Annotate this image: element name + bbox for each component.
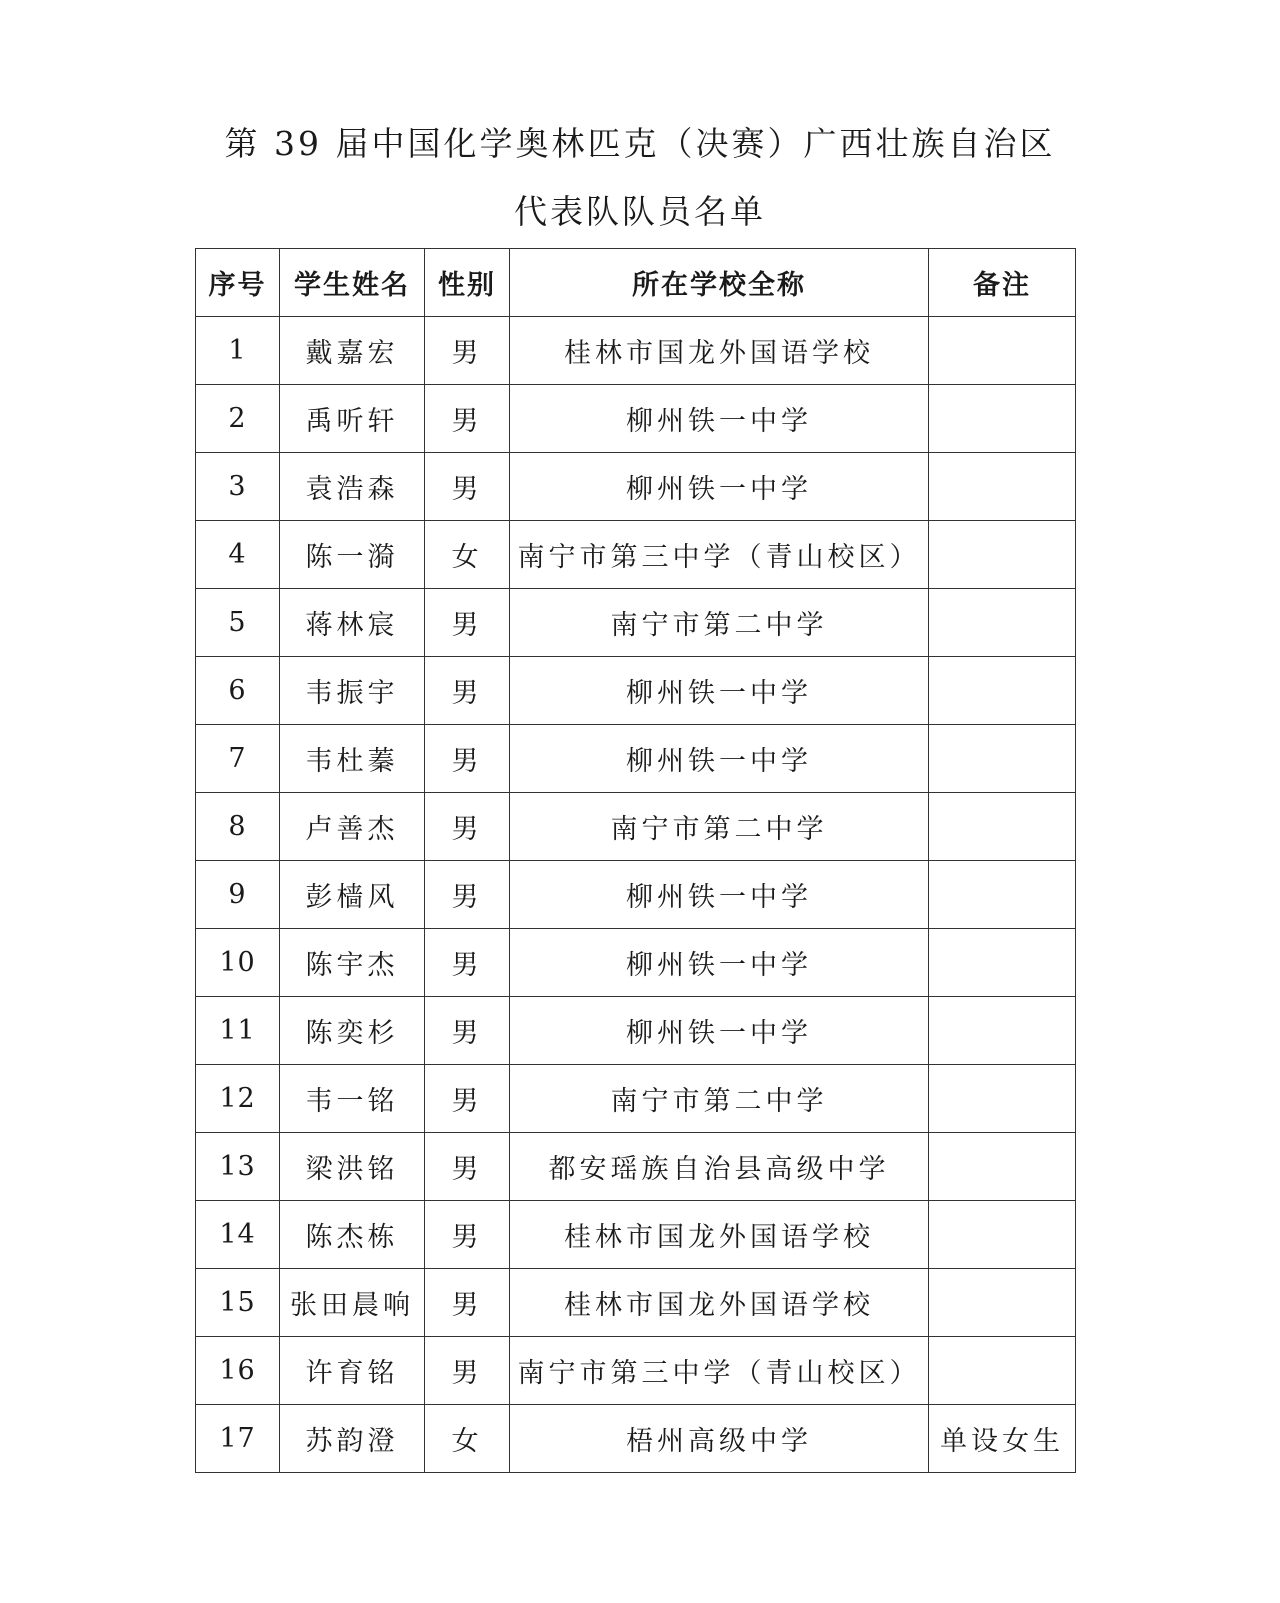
cell-school: 南宁市第二中学 [510, 589, 929, 657]
cell-note [929, 929, 1076, 997]
cell-note [929, 385, 1076, 453]
cell-gender: 男 [425, 589, 510, 657]
cell-index: 12 [196, 1065, 280, 1133]
cell-school: 柳州铁一中学 [510, 657, 929, 725]
cell-index: 9 [196, 861, 280, 929]
cell-school: 南宁市第二中学 [510, 793, 929, 861]
cell-index: 8 [196, 793, 280, 861]
cell-index: 15 [196, 1269, 280, 1337]
cell-gender: 男 [425, 1337, 510, 1405]
table-row [196, 793, 1076, 861]
roster-table [195, 248, 1076, 1473]
cell-school: 南宁市第三中学（青山校区） [510, 1337, 929, 1405]
table-row [196, 657, 1076, 725]
cell-name: 韦振宇 [280, 657, 425, 725]
table-row [196, 1201, 1076, 1269]
cell-name: 张田晨响 [280, 1269, 425, 1337]
cell-gender: 男 [425, 861, 510, 929]
cell-school: 都安瑶族自治县高级中学 [510, 1133, 929, 1201]
cell-school: 柳州铁一中学 [510, 929, 929, 997]
cell-name: 陈杰栋 [280, 1201, 425, 1269]
cell-name: 戴嘉宏 [280, 317, 425, 385]
cell-note [929, 1269, 1076, 1337]
table-row [196, 521, 1076, 589]
cell-index: 2 [196, 385, 280, 453]
table-row [196, 929, 1076, 997]
cell-name: 许育铭 [280, 1337, 425, 1405]
cell-gender: 男 [425, 453, 510, 521]
cell-index: 10 [196, 929, 280, 997]
cell-gender: 男 [425, 1201, 510, 1269]
cell-index: 14 [196, 1201, 280, 1269]
cell-school: 柳州铁一中学 [510, 725, 929, 793]
cell-gender: 男 [425, 793, 510, 861]
cell-school: 桂林市国龙外国语学校 [510, 1269, 929, 1337]
cell-gender: 男 [425, 657, 510, 725]
cell-name: 禹听轩 [280, 385, 425, 453]
cell-name: 陈宇杰 [280, 929, 425, 997]
cell-gender: 男 [425, 385, 510, 453]
cell-index: 5 [196, 589, 280, 657]
cell-index: 16 [196, 1337, 280, 1405]
table-row [196, 317, 1076, 385]
cell-gender: 男 [425, 1065, 510, 1133]
cell-note [929, 1201, 1076, 1269]
cell-name: 袁浩森 [280, 453, 425, 521]
header-note: 备注 [929, 249, 1076, 317]
cell-note [929, 657, 1076, 725]
header-name: 学生姓名 [280, 249, 425, 317]
cell-index: 6 [196, 657, 280, 725]
table-row [196, 453, 1076, 521]
table-header-row [196, 249, 1076, 317]
cell-gender: 男 [425, 997, 510, 1065]
cell-index: 3 [196, 453, 280, 521]
cell-gender: 男 [425, 725, 510, 793]
cell-school: 桂林市国龙外国语学校 [510, 317, 929, 385]
cell-school: 柳州铁一中学 [510, 997, 929, 1065]
cell-name: 陈一漪 [280, 521, 425, 589]
header-index: 序号 [196, 249, 280, 317]
cell-index: 1 [196, 317, 280, 385]
table-row [196, 1133, 1076, 1201]
cell-name: 韦一铭 [280, 1065, 425, 1133]
cell-note [929, 997, 1076, 1065]
cell-gender: 男 [425, 1133, 510, 1201]
cell-gender: 男 [425, 317, 510, 385]
cell-note [929, 453, 1076, 521]
cell-name: 卢善杰 [280, 793, 425, 861]
cell-note [929, 1337, 1076, 1405]
table-row [196, 861, 1076, 929]
cell-name: 蒋林宸 [280, 589, 425, 657]
cell-note [929, 521, 1076, 589]
table-row [196, 1269, 1076, 1337]
cell-gender: 男 [425, 1269, 510, 1337]
cell-index: 17 [196, 1405, 280, 1473]
cell-note [929, 861, 1076, 929]
table-row [196, 1065, 1076, 1133]
cell-school: 南宁市第三中学（青山校区） [510, 521, 929, 589]
cell-gender: 男 [425, 929, 510, 997]
cell-index: 11 [196, 997, 280, 1065]
cell-gender: 女 [425, 1405, 510, 1473]
cell-note [929, 317, 1076, 385]
cell-note [929, 725, 1076, 793]
cell-gender: 女 [425, 521, 510, 589]
cell-index: 4 [196, 521, 280, 589]
cell-index: 13 [196, 1133, 280, 1201]
document-title-line1: 第 39 届中国化学奥林匹克（决赛）广西壮族自治区 [224, 124, 1056, 163]
cell-name: 梁洪铭 [280, 1133, 425, 1201]
header-gender: 性别 [425, 249, 510, 317]
cell-index: 7 [196, 725, 280, 793]
cell-note: 单设女生 [929, 1405, 1076, 1473]
cell-school: 梧州高级中学 [510, 1405, 929, 1473]
table-row [196, 1405, 1076, 1473]
cell-note [929, 1065, 1076, 1133]
cell-note [929, 589, 1076, 657]
table-body [196, 317, 1076, 1473]
cell-note [929, 1133, 1076, 1201]
table-row [196, 725, 1076, 793]
header-school: 所在学校全称 [510, 249, 929, 317]
cell-note [929, 793, 1076, 861]
cell-name: 陈奕杉 [280, 997, 425, 1065]
table-row [196, 589, 1076, 657]
cell-name: 韦杜蓁 [280, 725, 425, 793]
cell-school: 柳州铁一中学 [510, 453, 929, 521]
cell-name: 苏韵澄 [280, 1405, 425, 1473]
cell-school: 柳州铁一中学 [510, 861, 929, 929]
document-title-line2: 代表队队员名单 [514, 192, 766, 231]
table-row [196, 1337, 1076, 1405]
cell-name: 彭樯风 [280, 861, 425, 929]
cell-school: 柳州铁一中学 [510, 385, 929, 453]
cell-school: 桂林市国龙外国语学校 [510, 1201, 929, 1269]
cell-school: 南宁市第二中学 [510, 1065, 929, 1133]
table-row [196, 385, 1076, 453]
table-row [196, 997, 1076, 1065]
